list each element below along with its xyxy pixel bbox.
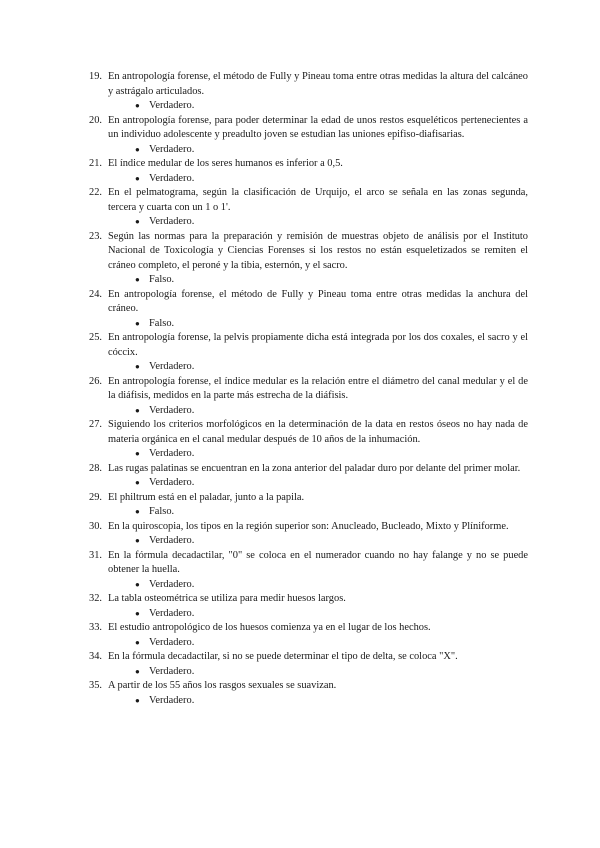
question-item [89, 331, 528, 375]
question-number: 35. [89, 680, 102, 691]
question-item [89, 520, 528, 549]
answer-text: Verdadero. [149, 535, 195, 546]
answer-line [108, 447, 528, 462]
answer-text: Verdadero. [149, 448, 195, 459]
question-item [89, 186, 528, 230]
question-text: En la quiroscopia, los tipos en la región superior son: Anucleado, Bucleado, Mixto y Plíniforme. [108, 520, 509, 532]
answer-line [108, 476, 528, 491]
question-text: En el pelmatograma, según la clasificación de Urquijo, el arco se señala en las zonas segunda, tercera y cuarta con un 1 o 1'. [108, 187, 528, 213]
answer-line [108, 607, 528, 622]
answer-line [108, 172, 528, 187]
question-number: 34. [89, 651, 102, 662]
question-number: 29. [89, 491, 102, 503]
question-item [89, 621, 528, 650]
bullet-icon: ● [135, 449, 140, 458]
answer-text: Falso. [149, 506, 175, 517]
answer-text: Verdadero. [149, 578, 195, 590]
answer-line [108, 505, 528, 520]
question-number: 30. [89, 520, 102, 532]
answer-text: Verdadero. [149, 172, 195, 184]
question-text: El índice medular de los seres humanos es inferior a 0,5. [108, 158, 343, 169]
question-number: 24. [89, 288, 102, 300]
bullet-icon: ● [135, 536, 140, 545]
question-text: En antropología forense, el método de Fully y Pineau toma entre otras medidas la altura del calcáneo y astrágalo articulados. [108, 71, 528, 97]
question-number: 26. [89, 375, 102, 387]
answer-line [108, 404, 528, 419]
question-text: La tabla osteométrica se utiliza para medir huesos largos. [108, 593, 346, 604]
bullet-icon: ● [135, 362, 140, 371]
answer-text: Verdadero. [149, 477, 195, 488]
question-number: 21. [89, 158, 102, 169]
answer-text: Verdadero. [149, 665, 195, 677]
answer-text: Verdadero. [149, 636, 195, 648]
question-item [89, 114, 528, 158]
question-number: 25. [89, 332, 102, 343]
bullet-icon: ● [135, 507, 140, 516]
question-item [89, 157, 528, 186]
answer-text: Verdadero. [149, 361, 195, 372]
answer-line [108, 665, 528, 680]
question-item [89, 592, 528, 621]
answer-line [108, 360, 528, 375]
question-item [89, 549, 528, 593]
bullet-icon: ● [135, 608, 140, 618]
question-number: 28. [89, 462, 102, 474]
question-item [89, 418, 528, 462]
bullet-icon: ● [135, 275, 140, 284]
question-text: En antropología forense, el método de Fully y Pineau toma entre otras medidas la anchura del cráneo. [108, 288, 528, 314]
question-number: 19. [89, 71, 102, 82]
question-number: 32. [89, 593, 102, 604]
answer-line [108, 636, 528, 651]
question-text: Según las normas para la preparación y remisión de muestras objeto de análisis por el Instituto Nacional de Toxicología y Ciencias Forenses si los restos no están esqueletizados se remiten el cráneo completo, el peroné y la tibia, esternón, y el sacro. [108, 230, 528, 271]
answer-line [108, 317, 528, 332]
bullet-icon: ● [135, 666, 140, 676]
bullet-icon: ● [135, 217, 140, 226]
bullet-icon: ● [135, 695, 140, 705]
question-text: En la fórmula decadactilar, si no se puede determinar el tipo de delta, se coloca "X". [108, 651, 458, 662]
answer-text: Verdadero. [149, 100, 195, 111]
question-list [89, 70, 528, 708]
question-text: El estudio antropológico de los huesos comienza ya en el lugar de los hechos. [108, 622, 431, 633]
question-number: 22. [89, 187, 102, 198]
question-number: 20. [89, 114, 102, 126]
question-number: 27. [89, 419, 102, 430]
bullet-icon: ● [135, 579, 140, 589]
question-item [89, 230, 528, 288]
bullet-icon: ● [135, 144, 140, 154]
question-text: En antropología forense, para poder determinar la edad de unos restos esqueléticos pertenecientes a un individuo adolescente y preadulto joven se estudian las uniones epifiso-diafisarias. [108, 114, 528, 140]
answer-text: Verdadero. [149, 143, 195, 155]
answer-text: Verdadero. [149, 607, 195, 619]
bullet-icon: ● [135, 101, 140, 110]
answer-text: Verdadero. [149, 694, 195, 706]
question-item [89, 650, 528, 679]
answer-text: Verdadero. [149, 404, 195, 416]
question-item [89, 70, 528, 114]
question-text: A partir de los 55 años los rasgos sexuales se suavizan. [108, 680, 337, 691]
bullet-icon: ● [135, 173, 140, 183]
bullet-icon: ● [135, 637, 140, 647]
question-text: En la fórmula decadactilar, "0" se coloca en el numerador cuando no hay falange y no se puede obtener la huella. [108, 549, 528, 575]
question-item [89, 288, 528, 332]
question-text: Las rugas palatinas se encuentran en la zona anterior del paladar duro por delante del primer molar. [108, 462, 521, 474]
answer-text: Falso. [149, 274, 175, 285]
bullet-icon: ● [135, 318, 140, 328]
answer-line [108, 215, 528, 230]
question-text: Siguiendo los criterios morfológicos en la determinación de la data en restos óseos no hay nada de materia orgánica en el canal medular después de 10 años de la inhumación. [108, 419, 528, 445]
answer-text: Falso. [149, 317, 175, 329]
answer-line [108, 143, 528, 158]
question-text: El philtrum está en el paladar, junto a la papila. [108, 491, 305, 503]
question-number: 31. [89, 549, 102, 561]
question-number: 23. [89, 230, 102, 242]
question-text: En antropología forense, el índice medular es la relación entre el diámetro del canal medular y el de la diáfisis, medidos en la parte más estrecha de la diáfisis. [108, 375, 528, 401]
question-number: 33. [89, 622, 102, 633]
answer-line [108, 534, 528, 549]
answer-line [108, 99, 528, 114]
bullet-icon: ● [135, 405, 140, 415]
question-item [89, 462, 528, 491]
question-text: En antropología forense, la pelvis propiamente dicha está integrada por los dos coxales, el sacro y el cóccix. [108, 332, 528, 358]
answer-line [108, 273, 528, 288]
answer-line [108, 578, 528, 593]
bullet-icon: ● [135, 478, 140, 487]
question-item [89, 679, 528, 708]
answer-text: Verdadero. [149, 216, 195, 227]
answer-line [108, 694, 528, 709]
question-item [89, 375, 528, 419]
question-item [89, 491, 528, 520]
